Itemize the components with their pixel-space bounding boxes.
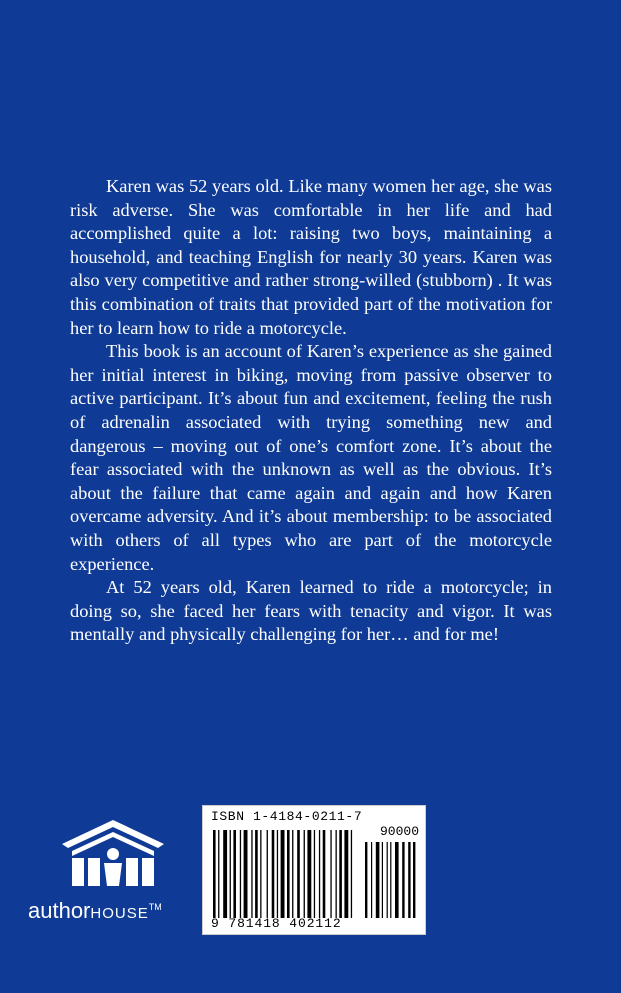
barcode-bar — [213, 830, 216, 918]
isbn-barcode — [202, 805, 426, 935]
barcode-bar — [323, 830, 326, 918]
publisher-logo — [28, 818, 190, 928]
price-code: 90000 — [379, 824, 419, 839]
barcode-bar — [297, 830, 300, 918]
ean-text: 9 781418 402112 — [211, 916, 342, 931]
addon-bar — [408, 842, 410, 918]
barcode-bar — [319, 830, 320, 918]
barcode-bar — [272, 830, 275, 918]
barcode-bar — [260, 830, 261, 918]
barcode-bar — [255, 830, 258, 918]
trademark-mark: TM — [148, 902, 162, 912]
barcode-bar — [351, 830, 352, 918]
barcode-bar — [304, 830, 305, 918]
barcode-bar — [287, 830, 290, 918]
barcode-bar — [281, 830, 285, 918]
isbn-text: ISBN 1-4184-0211-7 — [211, 809, 363, 824]
blurb-paragraph-1: Karen was 52 years old. Like many women her age, she was risk adverse. She was comfortable in her life and had accomplished quite a lot: raising two boys, maintaining a household, and teaching English for nearly 30 years. Karen was also very competitive and rather strong-willed (stubborn) . It was this combination of traits that provided part of the motivation for her to learn how to ride a motorcycle. — [70, 176, 552, 338]
publisher-name-part2: HOUSE — [90, 905, 149, 922]
barcode-bar — [330, 830, 331, 918]
barcode-bar — [344, 830, 348, 918]
barcode-bar — [277, 830, 278, 918]
addon-bar — [382, 842, 383, 918]
blurb-text — [70, 175, 552, 647]
barcode-bar — [251, 830, 252, 918]
barcode-bar — [307, 830, 311, 918]
addon-bar — [395, 842, 399, 918]
addon-bar — [390, 842, 391, 918]
addon-bar — [387, 842, 388, 918]
addon-bar — [402, 842, 404, 918]
barcode-bars — [203, 806, 425, 934]
barcode-bar — [314, 830, 315, 918]
barcode-bar — [230, 830, 231, 918]
publisher-name-part1: author — [28, 898, 91, 923]
barcode-bar — [240, 830, 241, 918]
addon-bar — [413, 842, 415, 918]
blurb-paragraph-2: This book is an account of Karen’s experience as she gained her initial interest in biking, moving from passive observer to active participant. It’s about fun and excitement, feeling the rush of adrenalin associated with trying something new and dangerous – moving out of one’s comfort zone. It’s about the fear associated with the unknown as well as the obvious. It’s about the failure that came again and again and how Karen overcame adversity. And it’s about membership: to be associated with others of all types who are part of the motorcycle experience. — [70, 341, 552, 574]
barcode-bar — [218, 830, 219, 918]
publisher-name — [28, 898, 208, 924]
barcode-bar — [267, 830, 268, 918]
barcode-bar — [244, 830, 248, 918]
addon-bar — [365, 842, 367, 918]
barcode-bar — [223, 830, 227, 918]
barcode-bar — [339, 830, 342, 918]
addon-bar — [371, 842, 372, 918]
barcode-bar — [292, 830, 293, 918]
barcode-bar — [336, 830, 337, 918]
house-book-icon — [58, 818, 168, 888]
addon-bar — [376, 842, 380, 918]
barcode-bar — [233, 830, 236, 918]
blurb-paragraph-3: At 52 years old, Karen learned to ride a motorcycle; in doing so, she faced her fears with tenacity and vigor. It was mentally and physically challenging for her… and for me! — [70, 577, 552, 645]
